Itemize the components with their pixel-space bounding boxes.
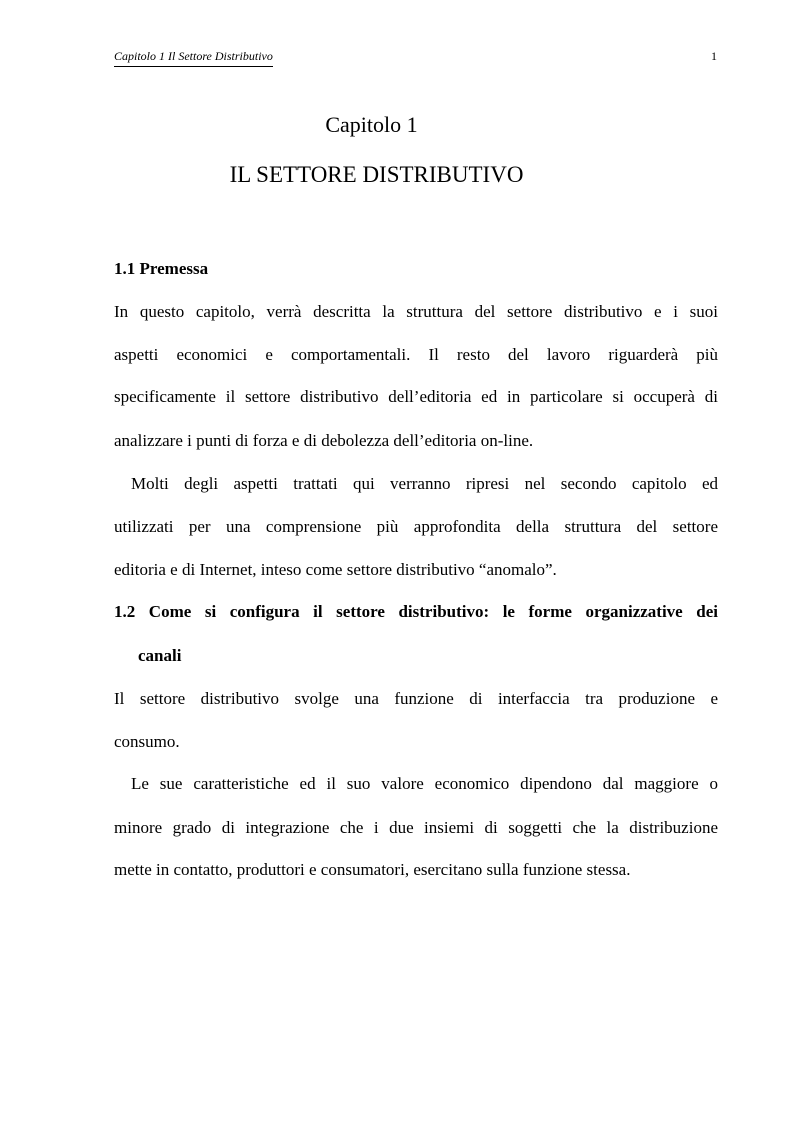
text-line: Molti degli aspetti trattati qui verranno ripresi nel secondo capitolo ed — [131, 474, 718, 493]
section-heading-1-1: 1.1 Premessa — [114, 259, 209, 278]
text-line: mette in contatto, produttori e consumatori, esercitano sulla funzione stessa. — [114, 860, 631, 879]
text-line: Le sue caratteristiche ed il suo valore economico dipendono dal maggiore o — [131, 774, 718, 793]
text-line: Il settore distributivo svolge una funzione di interfaccia tra produzione e — [114, 689, 718, 708]
text-line: analizzare i punti di forza e di debolezza dell’editoria on-line. — [114, 431, 534, 450]
chapter-title: IL SETTORE DISTRIBUTIVO — [229, 162, 524, 187]
section-heading-1-2: 1.2 Come si configura il settore distributivo: le forme organizzative dei — [114, 602, 718, 621]
section-heading-1-2-continued: canali — [138, 646, 182, 665]
text-line: utilizzati per una comprensione più approfondita della struttura del settore — [114, 517, 718, 536]
chapter-label: Capitolo 1 — [325, 112, 418, 137]
text-line: aspetti economici e comportamentali. Il resto del lavoro riguarderà più — [114, 345, 718, 364]
running-header: Capitolo 1 Il Settore Distributivo — [114, 48, 273, 67]
text-line: consumo. — [114, 732, 180, 751]
text-line: specificamente il settore distributivo dell’editoria ed in particolare si occuperà di — [114, 387, 718, 406]
text-line: In questo capitolo, verrà descritta la struttura del settore distributivo e i suoi — [114, 302, 718, 321]
text-line: minore grado di integrazione che i due insiemi di soggetti che la distribuzione — [114, 818, 718, 837]
text-line: editoria e di Internet, inteso come settore distributivo “anomalo”. — [114, 560, 557, 579]
page-number: 1 — [711, 49, 717, 63]
